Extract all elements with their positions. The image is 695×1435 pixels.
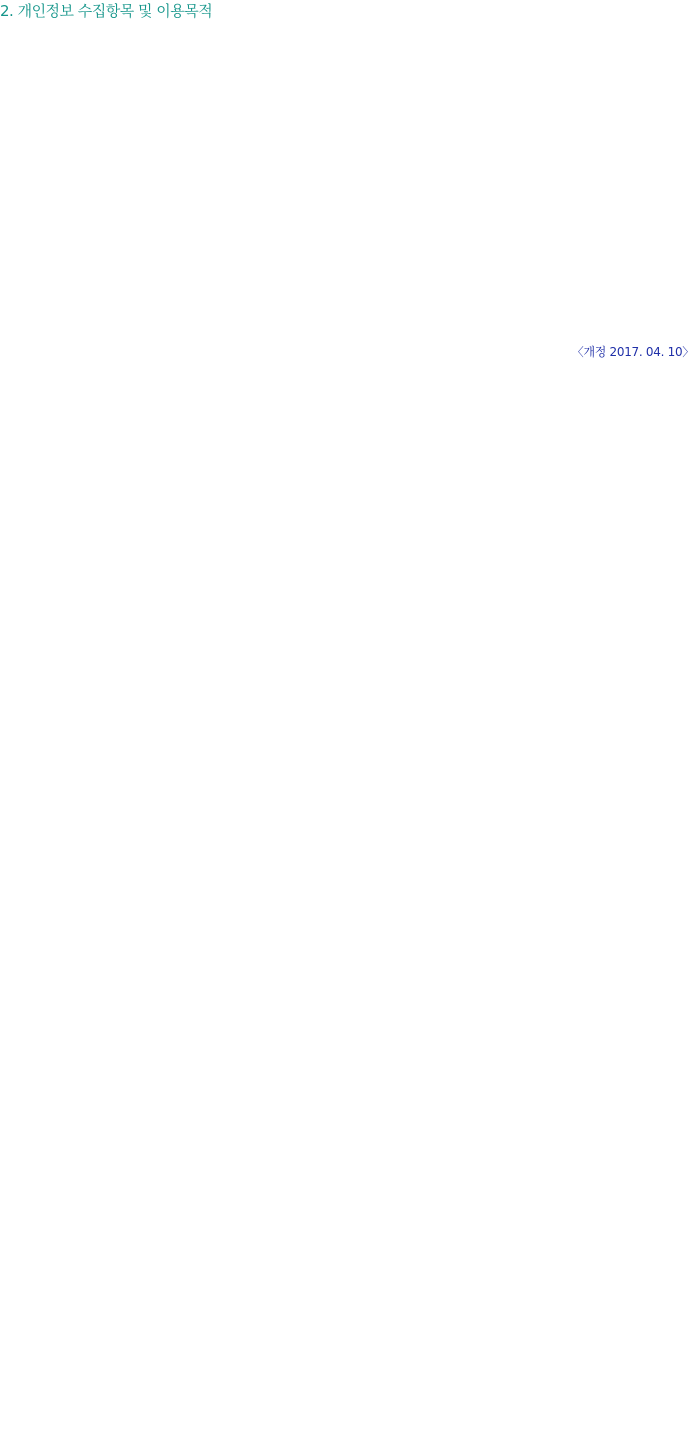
section-title: 2. 개인정보 수집항목 및 이용목적 [0,2,213,20]
revision-note: 〈개정 2017. 04. 10〉 [571,345,694,359]
